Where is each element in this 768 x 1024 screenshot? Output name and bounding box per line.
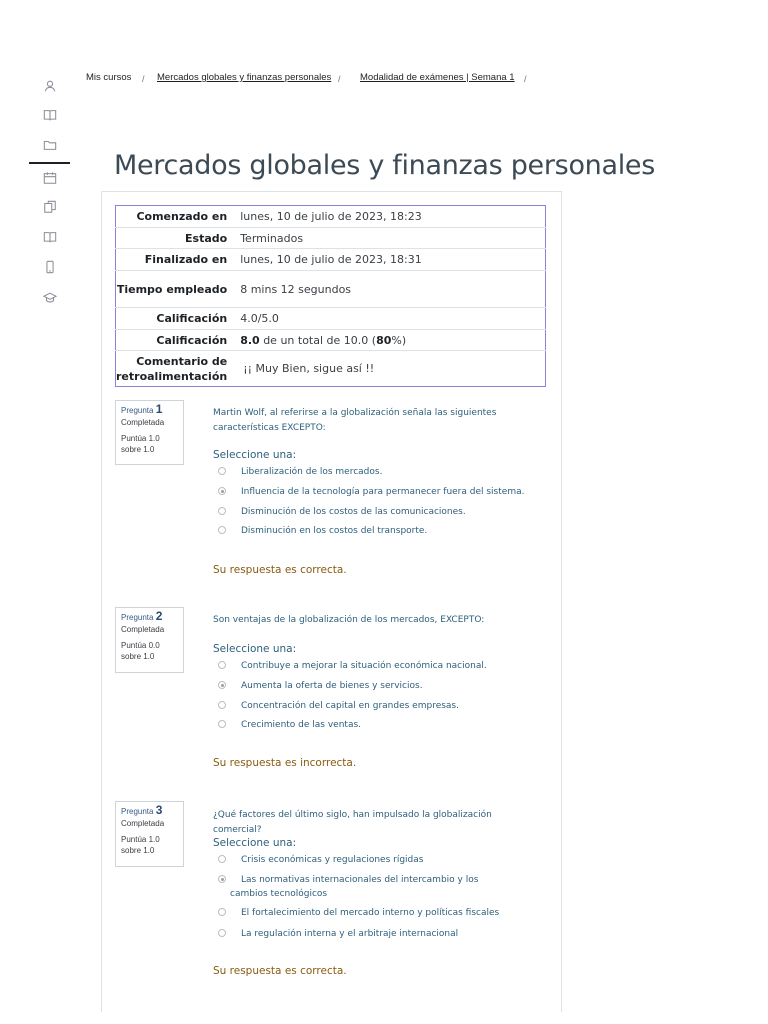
question-info-3 [115,801,184,867]
answer-option[interactable]: Crisis económicas y regulaciones rígidas [218,853,538,867]
radio-button[interactable] [218,720,226,728]
summary-label: Calificación [116,330,236,351]
grade-score: 8.0 [240,333,260,347]
question-text: Martin Wolf, al referirse a la globalización señala las siguientes características EXCEPTO: [213,408,497,433]
question-info-2 [115,607,184,673]
summary-label: Estado [116,228,236,249]
attempt-summary-table [115,205,546,387]
summary-label: Comenzado en [136,210,228,223]
summary-value: lunes, 10 de julio de 2023, 18:31 [235,249,545,271]
summary-row [116,308,546,330]
question-text: ¿Qué factores del último siglo, han impulsado la globalización comercial? [213,810,492,835]
question-state: Completada [121,418,165,427]
summary-row [116,271,546,308]
radio-button[interactable] [218,507,226,515]
breadcrumb-separator: / [524,74,527,84]
summary-value: 4.0/5.0 [235,308,545,330]
answer-option[interactable]: Liberalización de los mercados. [218,465,538,479]
question-state: Completada [121,819,165,828]
copy-icon[interactable] [42,199,58,215]
radio-button[interactable] [218,855,226,863]
breadcrumb-separator: / [142,74,145,84]
breadcrumb-item-exam[interactable]: Modalidad de exámenes | Semana 1 [360,72,515,83]
grade-total: de un total de 10.0 ( [259,333,377,347]
radio-button[interactable] [218,467,226,475]
summary-row [116,228,546,249]
summary-value: Terminados [235,228,545,249]
left-icon-rail [0,0,70,1024]
folder-icon[interactable] [42,137,58,153]
radio-button[interactable] [218,929,226,937]
breadcrumb-separator: / [338,74,341,84]
answer-option[interactable]: Crecimiento de las ventas. [218,718,538,732]
grade-percent-suffix: %) [391,333,407,347]
answer-option[interactable]: El fortalecimiento del mercado interno y políticas fiscales [218,906,538,920]
user-icon[interactable] [42,78,58,94]
breadcrumb-item-course[interactable]: Mercados globales y finanzas personales [157,72,332,83]
select-label: Seleccione una: [213,449,297,461]
summary-row [116,206,546,228]
question-number: Pregunta 3 [121,803,163,817]
question-grade: Puntúa 1.0 sobre 1.0 [121,835,160,855]
answer-feedback: Su respuesta es correcta. [213,564,347,576]
radio-button-selected[interactable] [218,875,226,883]
summary-value: 8 mins 12 segundos [235,271,545,308]
answer-feedback: Su respuesta es correcta. [213,965,347,977]
summary-label: Tiempo empleado [116,271,236,308]
breadcrumb-item-mis-cursos[interactable]: Mis cursos [86,72,132,83]
summary-row [116,330,546,351]
select-label: Seleccione una: [213,643,297,655]
calendar-icon[interactable] [42,170,58,186]
summary-grade-value [235,330,545,351]
summary-label: Comentario de retroalimentación [116,351,236,387]
question-number: Pregunta 2 [121,609,163,623]
question-info-1 [115,400,184,465]
graduation-cap-icon[interactable] [42,290,58,306]
answer-option[interactable]: La regulación interna y el arbitraje internacional [218,927,538,941]
book-icon[interactable] [42,107,58,123]
radio-button[interactable] [218,526,226,534]
radio-button[interactable] [218,661,226,669]
answer-feedback: Su respuesta es incorrecta. [213,757,357,769]
summary-value: ¡¡ Muy Bien, sigue así !! [235,351,545,387]
question-state: Completada [121,625,165,634]
question-text: Son ventajas de la globalización de los mercados, EXCEPTO: [213,615,485,625]
answer-option[interactable]: Las normativas internacionales del intercambio y los cambios tecnológicos [218,873,518,901]
library-icon[interactable] [42,229,58,245]
answer-option[interactable]: Contribuye a mejorar la situación económica nacional. [218,659,538,673]
summary-label: Calificación [116,308,236,330]
select-label: Seleccione una: [213,837,297,849]
radio-button-selected[interactable] [218,681,226,689]
summary-value: lunes, 10 de julio de 2023, 18:23 [240,210,422,223]
radio-button[interactable] [218,701,226,709]
mobile-icon[interactable] [42,259,58,275]
grade-percent: 80 [376,333,392,347]
summary-row [116,249,546,271]
summary-row [116,351,546,387]
page-title: Mercados globales y finanzas personales [114,150,655,182]
answer-option[interactable]: Disminución en los costos del transporte. [218,524,538,538]
summary-label: Finalizado en [116,249,236,271]
radio-button[interactable] [218,908,226,916]
radio-button-selected[interactable] [218,487,226,495]
answer-option[interactable]: Concentración del capital en grandes empresas. [218,699,538,713]
answer-option[interactable]: Influencia de la tecnología para permanecer fuera del sistema. [218,485,538,499]
question-number: Pregunta 1 [121,402,163,416]
question-grade: Puntúa 1.0 sobre 1.0 [121,434,160,454]
answer-option[interactable]: Disminución de los costos de las comunicaciones. [218,505,538,519]
question-grade: Puntúa 0.0 sobre 1.0 [121,641,160,661]
answer-option[interactable]: Aumenta la oferta de bienes y servicios. [218,679,538,693]
active-indicator [29,162,70,164]
